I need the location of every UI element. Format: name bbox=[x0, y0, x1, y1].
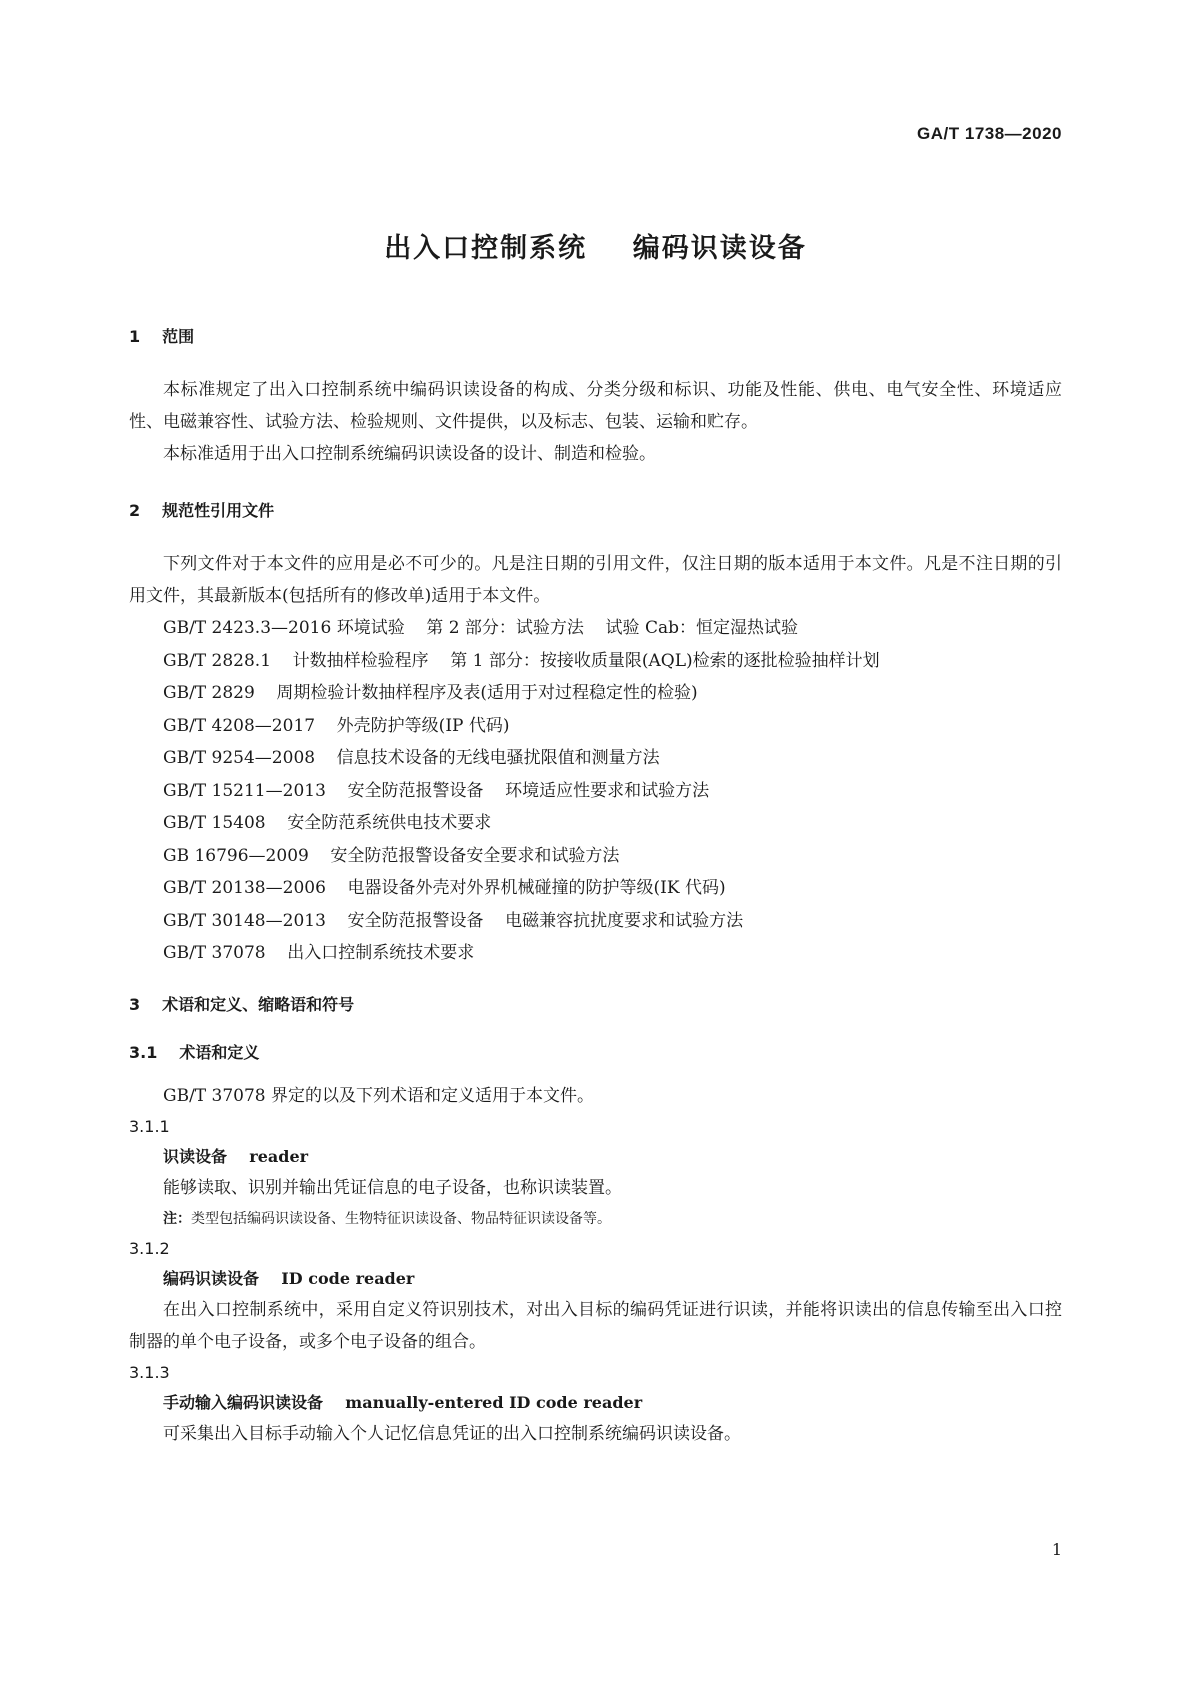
term-number: 3.1.2 bbox=[129, 1238, 170, 1258]
scope-paragraph-1: 本标准规定了出入口控制系统中编码识读设备的构成、分类分级和标识、功能及性能、供电、电气安全性、环境适应性、电磁兼容性、试验方法、检验规则、文件提供，以及标志、包装、运输和贮存。 bbox=[129, 380, 1062, 432]
term-entry bbox=[129, 1358, 1062, 1450]
term-entry bbox=[129, 1234, 1062, 1358]
term-definition: 能够读取、识别并输出凭证信息的电子设备，也称识读装置。 bbox=[163, 1177, 622, 1198]
reference-item: GB/T 2828.1 计数抽样检验程序 第 1 部分：按接收质量限(AQL)检索的逐批检验抽样计划 bbox=[163, 650, 880, 671]
reference-item: GB/T 2423.3—2016 环境试验 第 2 部分：试验方法 试验 Cab：恒定湿热试验 bbox=[163, 618, 798, 638]
page-number: 1 bbox=[1051, 1540, 1062, 1559]
reference-item: GB/T 37078 出入口控制系统技术要求 bbox=[163, 943, 475, 963]
section-title: 规范性引用文件 bbox=[162, 501, 275, 520]
section-number: 1 bbox=[129, 327, 141, 346]
section-3-1-heading bbox=[129, 1042, 1062, 1064]
standard-number: GA/T 1738—2020 bbox=[917, 124, 1062, 143]
section-number: 2 bbox=[129, 501, 141, 520]
subsection-title: 术语和定义 bbox=[179, 1042, 260, 1062]
section-2-heading bbox=[129, 500, 1062, 522]
term-name bbox=[129, 1264, 1062, 1294]
reference-item: GB/T 2829 周期检验计数抽样程序及表(适用于对过程稳定性的检验) bbox=[163, 683, 698, 703]
term-definition: 在出入口控制系统中，采用自定义符识别技术，对出入目标的编码凭证进行识读，并能将识读出的信息传输至出入口控制器的单个电子设备，或多个电子设备的组合。 bbox=[129, 1299, 1062, 1352]
reference-item: GB/T 4208—2017 外壳防护等级(IP 代码) bbox=[163, 715, 510, 736]
reference-item: GB/T 15211—2013 安全防范报警设备 环境适应性要求和试验方法 bbox=[163, 780, 710, 801]
term-name bbox=[129, 1142, 1062, 1172]
section-title: 范围 bbox=[162, 327, 195, 346]
term-name-en: ID code reader bbox=[281, 1268, 415, 1288]
scope-paragraph-2: 本标准适用于出入口控制系统编码识读设备的设计、制造和检验。 bbox=[163, 444, 656, 464]
section-1-heading bbox=[129, 326, 1062, 348]
term-name-cn: 手动输入编码识读设备 bbox=[163, 1392, 324, 1412]
section-number: 3 bbox=[129, 994, 141, 1014]
term-number: 3.1.1 bbox=[129, 1116, 170, 1136]
reference-item: GB 16796—2009 安全防范报警设备安全要求和试验方法 bbox=[163, 845, 620, 866]
term-name bbox=[129, 1388, 1062, 1418]
reference-item: GB/T 9254—2008 信息技术设备的无线电骚扰限值和测量方法 bbox=[163, 748, 660, 768]
normative-references-intro: 下列文件对于本文件的应用是必不可少的。凡是注日期的引用文件，仅注日期的版本适用于本文件。凡是不注日期的引用文件，其最新版本(包括所有的修改单)适用于本文件。 bbox=[129, 554, 1062, 606]
term-name-en: reader bbox=[249, 1146, 309, 1166]
reference-list bbox=[129, 612, 1062, 970]
section-3-heading bbox=[129, 994, 1062, 1016]
term-definition: 可采集出入目标手动输入个人记忆信息凭证的出入口控制系统编码识读设备。 bbox=[163, 1423, 741, 1444]
term-note bbox=[129, 1204, 1062, 1234]
term-entry bbox=[129, 1112, 1062, 1234]
reference-item: GB/T 30148—2013 安全防范报警设备 电磁兼容抗扰度要求和试验方法 bbox=[163, 910, 744, 931]
section-title: 术语和定义、缩略语和符号 bbox=[162, 994, 355, 1014]
subsection-number: 3.1 bbox=[129, 1042, 158, 1062]
term-name-cn: 识读设备 bbox=[163, 1146, 228, 1166]
reference-item: GB/T 20138—2006 电器设备外壳对外界机械碰撞的防护等级(IK 代码) bbox=[163, 878, 726, 898]
document-title: 出入口控制系统 编码识读设备 bbox=[384, 233, 807, 264]
term-number: 3.1.3 bbox=[129, 1362, 170, 1382]
note-label: 注： bbox=[163, 1210, 191, 1227]
document-body bbox=[129, 326, 1062, 1450]
reference-item: GB/T 15408 安全防范系统供电技术要求 bbox=[163, 813, 492, 833]
term-name-en: manually-entered ID code reader bbox=[345, 1392, 643, 1412]
note-text: 类型包括编码识读设备、生物特征识读设备、物品特征识读设备等。 bbox=[191, 1210, 611, 1227]
term-name-cn: 编码识读设备 bbox=[163, 1268, 260, 1288]
terms-intro: GB/T 37078 界定的以及下列术语和定义适用于本文件。 bbox=[163, 1085, 595, 1106]
